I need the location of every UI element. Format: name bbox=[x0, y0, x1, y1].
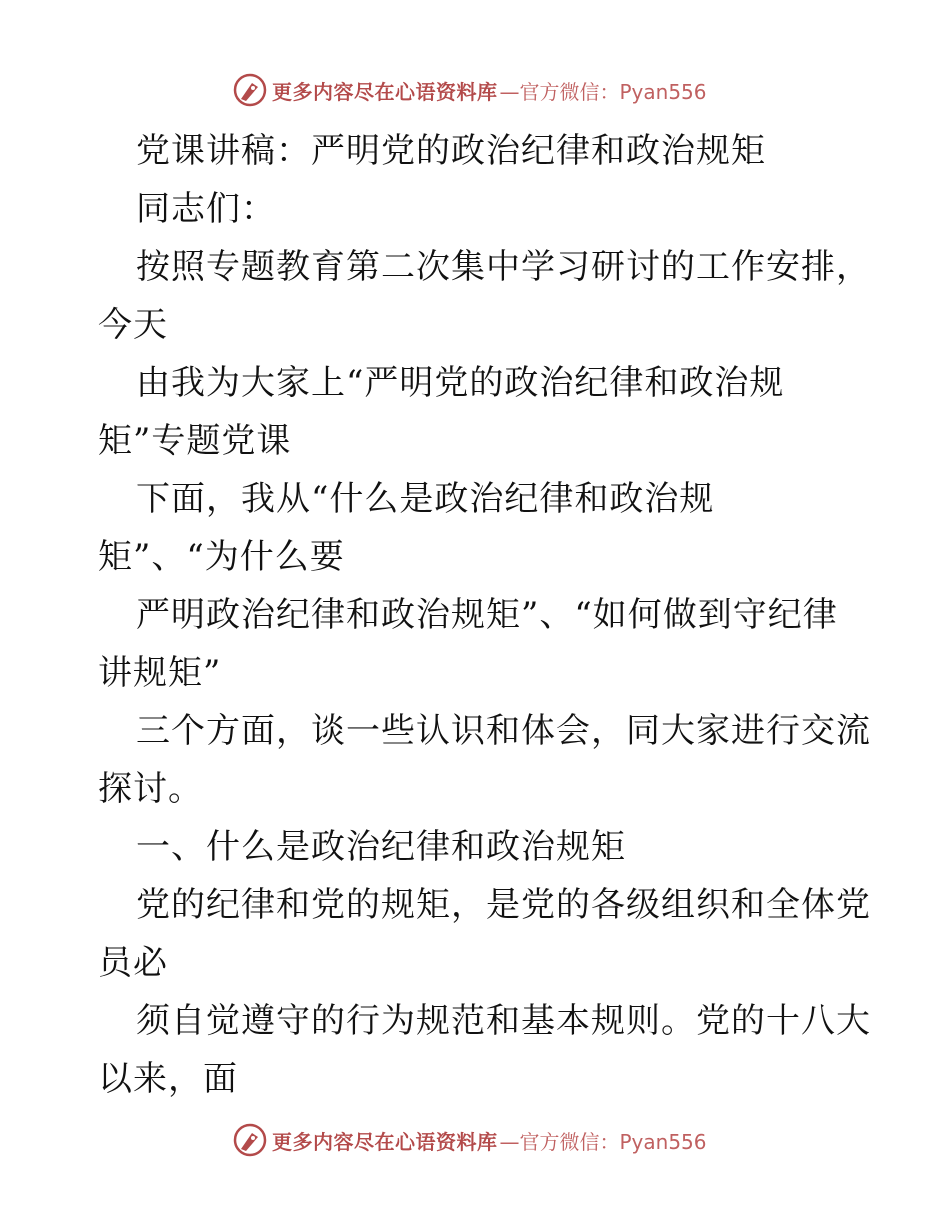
paragraph-line: 讲规矩” bbox=[98, 653, 222, 693]
paragraph-line: 按照专题教育第二次集中学习研讨的工作安排， bbox=[136, 247, 871, 287]
paragraph-line: 下面，我从“什么是政治纪律和政治规 bbox=[136, 479, 715, 519]
paragraph-line: 党的纪律和党的规矩，是党的各级组织和全体党 bbox=[136, 885, 871, 925]
section-heading: 一、什么是政治纪律和政治规矩 bbox=[136, 827, 626, 867]
watermark-footer bbox=[232, 1120, 707, 1160]
paragraph-line: 由我为大家上“严明党的政治纪律和政治规 bbox=[136, 363, 785, 403]
document-body bbox=[98, 122, 871, 1108]
paragraph-line: 三个方面，谈一些认识和体会，同大家进行交流 bbox=[136, 711, 871, 751]
paragraph-line: 须自觉遵守的行为规范和基本规则。党的十八大 bbox=[136, 1001, 871, 1041]
watermark-header bbox=[232, 70, 707, 110]
paragraph-line: 员必 bbox=[98, 943, 168, 983]
paragraph-line: 今天 bbox=[98, 305, 168, 345]
paragraph-line: 严明政治纪律和政治规矩”、“如何做到守纪律 bbox=[136, 595, 838, 635]
paragraph-line: 矩”专题党课 bbox=[98, 421, 292, 461]
paragraph-line: 以来，面 bbox=[98, 1059, 238, 1099]
watermark-contact: —官方微信：Pyan556 bbox=[499, 79, 707, 104]
watermark-contact: —官方微信：Pyan556 bbox=[499, 1129, 707, 1154]
salutation: 同志们： bbox=[136, 189, 276, 229]
document-title: 党课讲稿：严明党的政治纪律和政治规矩 bbox=[136, 131, 766, 171]
paragraph-line: 矩”、“为什么要 bbox=[98, 537, 345, 577]
pen-nib-logo-icon bbox=[232, 1122, 268, 1158]
watermark-text: 更多内容尽在心语资料库 bbox=[272, 1129, 498, 1154]
watermark-text: 更多内容尽在心语资料库 bbox=[272, 79, 498, 104]
paragraph-line: 探讨。 bbox=[98, 769, 203, 809]
pen-nib-logo-icon bbox=[232, 72, 268, 108]
